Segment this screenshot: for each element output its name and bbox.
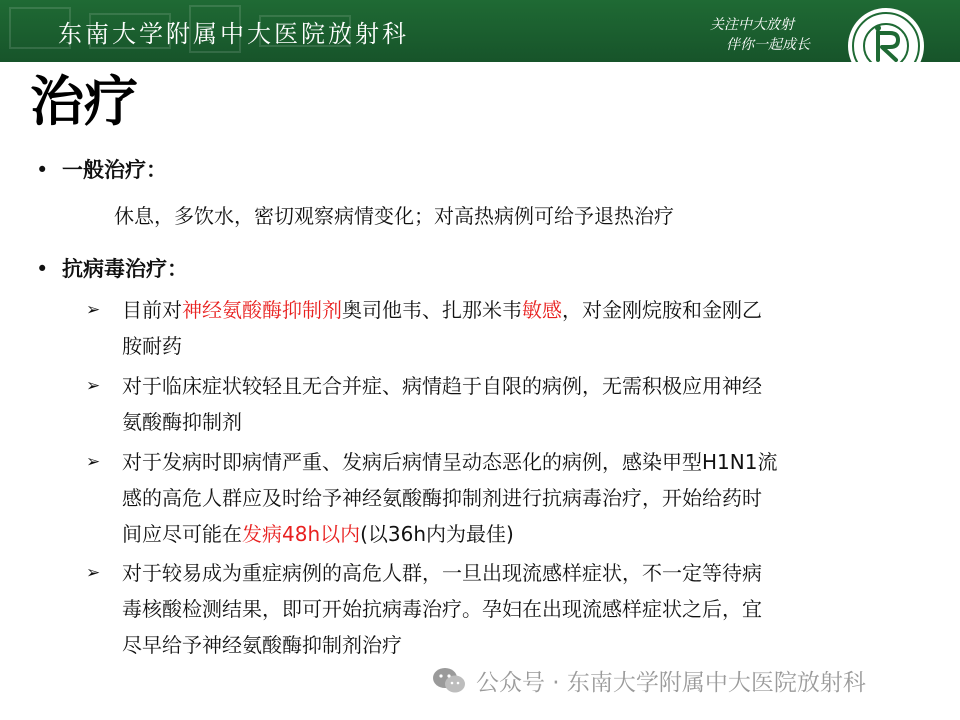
watermark-text: 公众号 · 东南大学附属中大医院放射科 <box>476 670 866 696</box>
text-segment: 对于较易成为重症病例的高危人群，一旦出现流感样症状，不一定等待病 <box>122 561 762 585</box>
text-segment: 毒核酸检测结果，即可开始抗病毒治疗。孕妇在出现流感样症状之后，宜 <box>122 597 762 621</box>
item-line <box>122 627 902 663</box>
header-slogan <box>710 15 830 55</box>
header-title: 东南大学附属中大医院放射科 <box>58 20 409 48</box>
text-segment: 感的高危人群应及时给予神经氨酸酶抑制剂进行抗病毒治疗，开始给药时 <box>122 486 762 510</box>
text-segment: 胺耐药 <box>122 334 182 358</box>
section-heading-label: 一般治疗： <box>62 158 167 182</box>
item-line <box>122 292 902 328</box>
item-line <box>122 591 902 627</box>
page-title: 治疗 <box>30 70 138 133</box>
antiviral-item <box>86 292 906 364</box>
section-heading-general <box>36 155 167 185</box>
bullet-dot-icon: • <box>36 257 49 281</box>
item-line <box>122 516 902 552</box>
slogan-line-1: 关注中大放射 <box>710 17 794 33</box>
highlighted-term: 敏感 <box>522 298 562 322</box>
section-heading-label: 抗病毒治疗： <box>62 257 188 281</box>
arrow-bullet-icon: ➢ <box>86 300 101 320</box>
header-band <box>0 0 960 62</box>
antiviral-item <box>86 368 906 440</box>
text-segment: 奥司他韦、扎那米韦 <box>342 298 522 322</box>
slogan-line-2: 伴你一起成长 <box>726 37 810 53</box>
antiviral-item <box>86 555 906 663</box>
watermark <box>432 664 866 697</box>
item-text <box>122 292 902 364</box>
item-line <box>122 480 902 516</box>
highlighted-term: 神经氨酸酶抑制剂 <box>182 298 342 322</box>
wechat-icon <box>432 666 466 696</box>
text-segment: 对于发病时即病情严重、发病后病情呈动态恶化的病例，感染甲型H1N1流 <box>122 450 778 474</box>
hospital-seal-icon <box>846 6 926 62</box>
arrow-bullet-icon: ➢ <box>86 563 101 583</box>
antiviral-item <box>86 444 906 552</box>
item-line <box>122 444 902 480</box>
general-treatment-text: 休息，多饮水，密切观察病情变化；对高热病例可给予退热治疗 <box>114 204 674 228</box>
item-line <box>122 555 902 591</box>
bullet-dot-icon: • <box>36 158 49 182</box>
arrow-bullet-icon: ➢ <box>86 452 101 472</box>
text-segment: ，对金刚烷胺和金刚乙 <box>562 298 762 322</box>
item-line <box>122 404 902 440</box>
text-segment: 对于临床症状较轻且无合并症、病情趋于自限的病例，无需积极应用神经 <box>122 374 762 398</box>
item-text <box>122 444 902 552</box>
text-segment: (以36h内为最佳) <box>360 522 514 546</box>
text-segment: 尽早给予神经氨酸酶抑制剂治疗 <box>122 633 402 657</box>
text-segment: 氨酸酶抑制剂 <box>122 410 242 434</box>
item-text <box>122 555 902 663</box>
arrow-bullet-icon: ➢ <box>86 376 101 396</box>
item-line <box>122 368 902 404</box>
item-line <box>122 328 902 364</box>
highlighted-term: 发病48h以内 <box>242 522 361 546</box>
section-heading-antiviral <box>36 254 188 284</box>
text-segment: 间应尽可能在 <box>122 522 242 546</box>
text-segment: 目前对 <box>122 298 182 322</box>
item-text <box>122 368 902 440</box>
